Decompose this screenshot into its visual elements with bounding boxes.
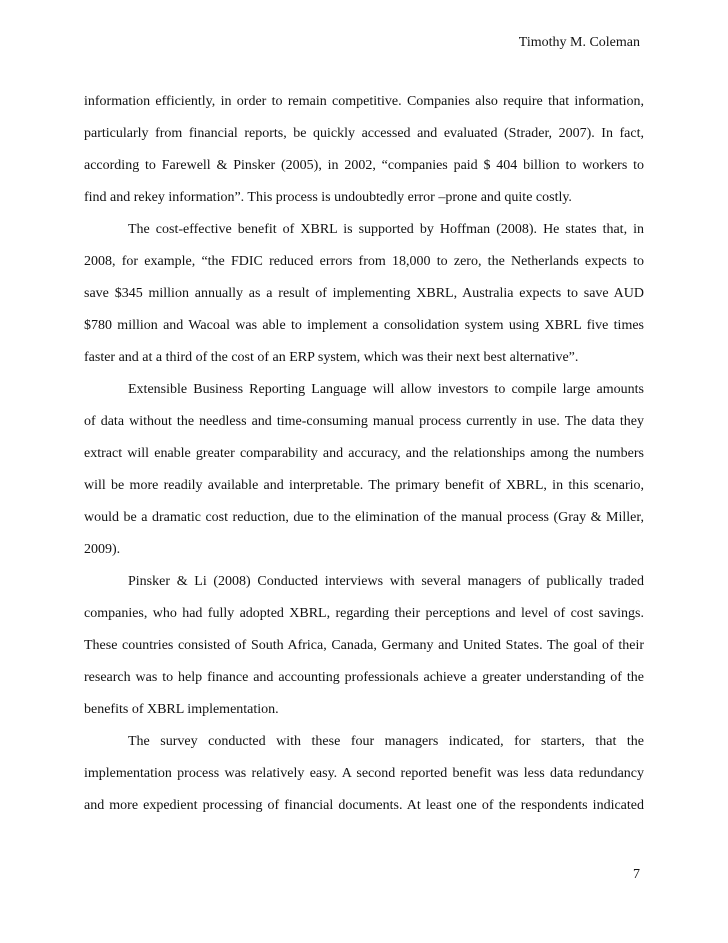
- text-line: benefits of XBRL implementation.: [84, 702, 279, 717]
- text-line: information efficiently, in order to remain competitive. Companies also require that information,: [84, 94, 644, 109]
- page-number: 7: [633, 867, 640, 882]
- paragraph-5: [84, 726, 644, 822]
- text-line: The cost-effective benefit of XBRL is supported by Hoffman (2008). He states that, in: [128, 222, 644, 237]
- text-line: according to Farewell & Pinsker (2005), in 2002, “companies paid $ 404 billion to workers to: [84, 158, 644, 173]
- text-line: would be a dramatic cost reduction, due to the elimination of the manual process (Gray & Miller,: [84, 510, 644, 525]
- text-line: extract will enable greater comparability and accuracy, and the relationships among the numbers: [84, 446, 644, 461]
- text-line: research was to help finance and accounting professionals achieve a greater understanding of the: [84, 670, 644, 685]
- text-line: will be more readily available and interpretable. The primary benefit of XBRL, in this scenario,: [84, 478, 644, 493]
- body-text: [84, 86, 644, 822]
- paragraph-4: [84, 566, 644, 726]
- running-header-author: Timothy M. Coleman: [518, 35, 640, 50]
- text-line: save $345 million annually as a result of implementing XBRL, Australia expects to save AUD: [84, 286, 644, 301]
- text-line: Extensible Business Reporting Language will allow investors to compile large amounts: [128, 382, 644, 397]
- paragraph-1: [84, 86, 644, 214]
- paragraph-3: [84, 374, 644, 566]
- text-line: $780 million and Wacoal was able to implement a consolidation system using XBRL five times: [84, 318, 644, 333]
- text-line: of data without the needless and time-consuming manual process currently in use. The data they: [84, 414, 644, 429]
- text-line: find and rekey information”. This process is undoubtedly error –prone and quite costly.: [84, 190, 572, 205]
- text-line: Pinsker & Li (2008) Conducted interviews with several managers of publically traded: [128, 574, 644, 589]
- text-line: implementation process was relatively easy. A second reported benefit was less data redundancy: [84, 766, 644, 781]
- text-line: The survey conducted with these four managers indicated, for starters, that the: [128, 734, 644, 749]
- text-line: These countries consisted of South Africa, Canada, Germany and United States. The goal of their: [84, 638, 644, 653]
- paragraph-2: [84, 214, 644, 374]
- text-line: companies, who had fully adopted XBRL, regarding their perceptions and level of cost savings.: [84, 606, 644, 621]
- text-line: 2008, for example, “the FDIC reduced errors from 18,000 to zero, the Netherlands expects to: [84, 254, 644, 269]
- text-line: particularly from financial reports, be quickly accessed and evaluated (Strader, 2007). In fact,: [84, 126, 644, 141]
- text-line: and more expedient processing of financial documents. At least one of the respondents indicated: [84, 798, 644, 813]
- text-line: faster and at a third of the cost of an ERP system, which was their next best alternative”.: [84, 350, 579, 365]
- text-line: 2009).: [84, 542, 121, 557]
